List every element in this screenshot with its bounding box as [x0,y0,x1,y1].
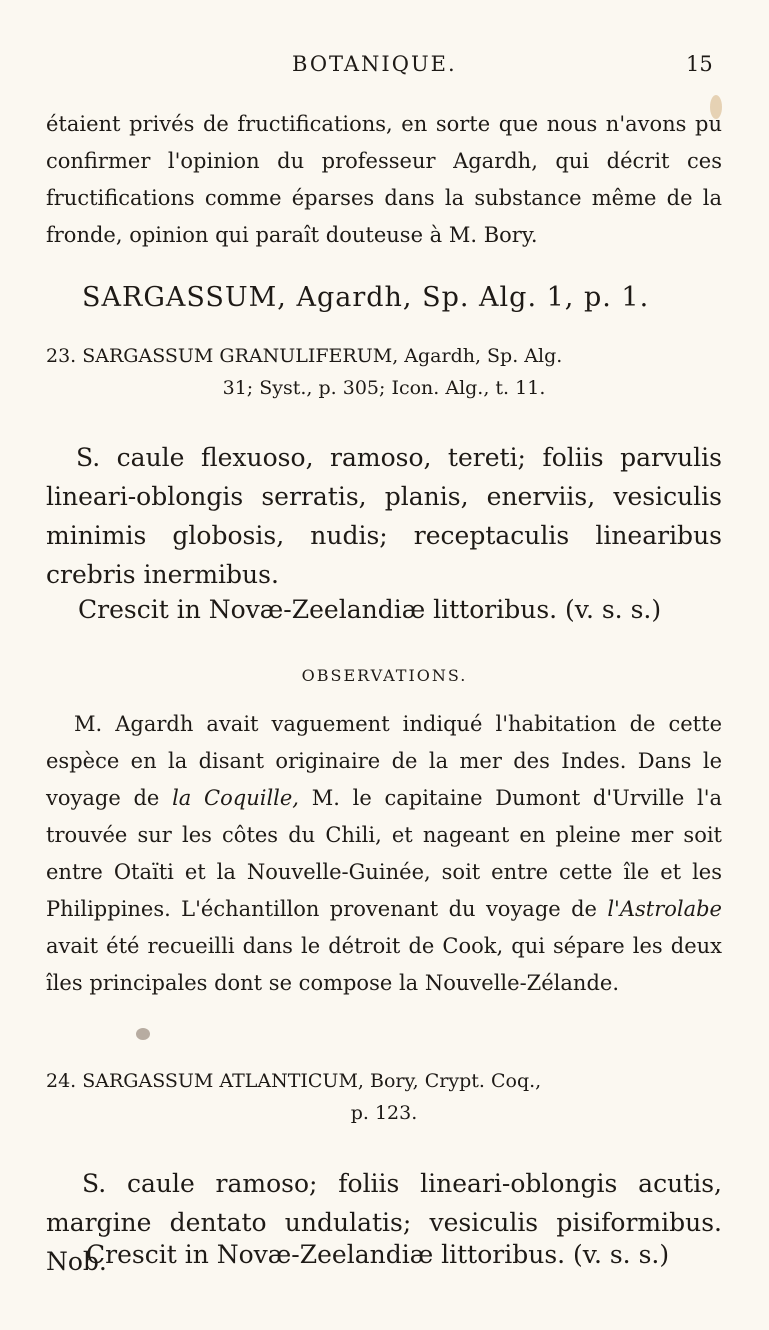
observations-text [46,706,722,1002]
observations-text-part1: M. Agardh avait vaguement indiqué l'habitation de cette espèce en la disant originaire de la mer des Indes. Dans le voyage de [46,712,722,810]
species-24-references: p. 123. [350,1102,418,1124]
intro-paragraph: étaient privés de fructifications, en sorte que nous n'avons pu confirmer l'opinion du professeur Agardh, qui décrit ces fructifications comme éparses dans la substance même de la fronde, opinion qui paraît douteuse à M. Bory. [46,112,722,247]
species-24-entry [46,1065,722,1129]
page-header [0,52,769,82]
running-head: BOTANIQUE. [292,52,457,76]
observations-text-part2: M. le capitaine Dumont d'Urville l'a trouvée sur les côtes du Chili, et nageant en pleine mer soit entre Otaïti et la Nouvelle-Guinée, soit entre cette île et les Philippines. L'échantillon provenant du voyage de [46,786,723,921]
genus-heading: SARGASSUM, Agardh, Sp. Alg. 1, p. 1. [82,282,650,313]
page-number: 15 [686,52,713,76]
observations-text-part3: avait été recueilli dans le détroit de Cook, qui sépare les deux îles principales dont se compose la Nouvelle-Zélande. [46,934,722,995]
species-23-references: 31; Syst., p. 305; Icon. Alg., t. 11. [222,377,546,399]
species-24-title: 24. SARGASSUM ATLANTICUM, Bory, Crypt. Coq., [46,1070,542,1092]
species-24-diagnosis: S. caule ramoso; foliis lineari-oblongis acutis, margine dentato undulatis; vesiculis pisiformibus. Nob. [46,1169,722,1276]
species-23-habitat: Crescit in Novæ-Zeelandiæ littoribus. (v. s. s.) [78,595,662,624]
species-23-diagnosis: S. caule flexuoso, ramoso, tereti; foliis parvulis lineari-oblongis serratis, planis, enerviis, vesiculis minimis globosis, nudis; receptaculis linearibus crebris inermibus. [46,443,722,589]
observations-heading: OBSERVATIONS. [301,666,468,685]
observations-italic-coquille: la Coquille, [172,786,299,810]
species-24-habitat: Crescit in Novæ-Zeelandiæ littoribus. (v. s. s.) [86,1240,670,1269]
observations-italic-astrolabe: l'Astrolabe [607,897,722,921]
ink-blot [136,1028,150,1040]
species-23-entry [46,340,722,404]
species-23-title: 23. SARGASSUM GRANULIFERUM, Agardh, Sp. Alg. [46,345,563,367]
